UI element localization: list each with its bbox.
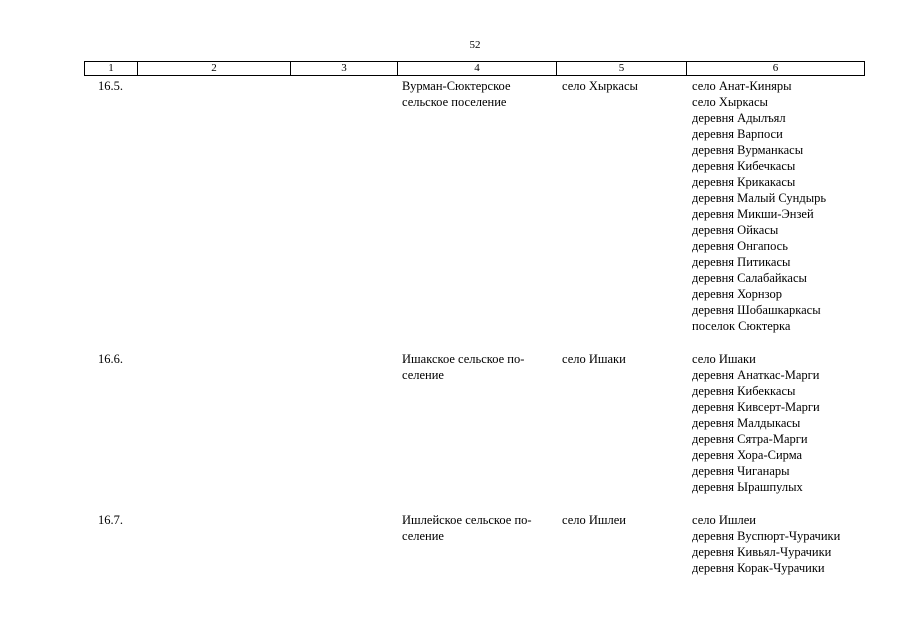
- table-header-row: [84, 61, 865, 76]
- column-header-5: 5: [557, 62, 687, 75]
- settlement-name-line: Ишлейское сельское по-: [402, 513, 532, 527]
- column-header-2: 2: [138, 62, 291, 75]
- record-number: 16.7.: [98, 513, 123, 527]
- list-item: деревня Адылъял: [692, 111, 786, 125]
- settlement-name-line: сельское поселение: [402, 95, 507, 109]
- page-number: 52: [469, 39, 481, 51]
- list-item: село Анат-Киняры: [692, 79, 792, 93]
- column-header-1: 1: [85, 62, 138, 75]
- localities-list: [692, 512, 840, 576]
- record-number: 16.5.: [98, 79, 123, 93]
- settlement-name-line: Ишакское сельское по-: [402, 352, 525, 366]
- list-item: деревня Салабайкасы: [692, 271, 807, 285]
- list-item: деревня Онгапось: [692, 239, 788, 253]
- settlement-name-line: Вурман-Сюктерское: [402, 79, 511, 93]
- list-item: деревня Хорнзор: [692, 287, 782, 301]
- list-item: село Ишлеи: [692, 513, 756, 527]
- list-item: деревня Ойкасы: [692, 223, 779, 237]
- list-item: деревня Вурманкасы: [692, 143, 804, 157]
- administrative-center: село Ишлеи: [562, 513, 626, 527]
- column-header-4: 4: [398, 62, 557, 75]
- administrative-center: село Ишаки: [562, 352, 626, 366]
- settlement-name-line: селение: [402, 368, 444, 382]
- list-item: деревня Кибечкасы: [692, 159, 796, 173]
- list-item: деревня Сятра-Марги: [692, 432, 808, 446]
- list-item: деревня Кивсерт-Марги: [692, 400, 820, 414]
- settlement-name-line: селение: [402, 529, 444, 543]
- settlement-name: [402, 512, 552, 544]
- record-number: 16.6.: [98, 352, 123, 366]
- list-item: село Хыркасы: [692, 95, 768, 109]
- list-item: поселок Сюктерка: [692, 319, 791, 333]
- list-item: деревня Вуспюрт-Чурачики: [692, 529, 841, 543]
- list-item: деревня Микши-Энзей: [692, 207, 814, 221]
- list-item: деревня Крикакасы: [692, 175, 796, 189]
- list-item: деревня Корак-Чурачики: [692, 561, 825, 575]
- list-item: деревня Чиганары: [692, 464, 790, 478]
- settlement-name: [402, 351, 552, 383]
- list-item: деревня Варпоси: [692, 127, 783, 141]
- list-item: село Ишаки: [692, 352, 756, 366]
- list-item: деревня Малдыкасы: [692, 416, 801, 430]
- list-item: деревня Шобашкаркасы: [692, 303, 821, 317]
- list-item: деревня Анаткас-Марги: [692, 368, 820, 382]
- list-item: деревня Кивьял-Чурачики: [692, 545, 832, 559]
- settlement-name: [402, 78, 552, 110]
- localities-list: [692, 78, 826, 334]
- column-header-6: 6: [772, 62, 779, 74]
- localities-list: [692, 351, 820, 495]
- list-item: деревня Малый Сундырь: [692, 191, 827, 205]
- list-item: деревня Хора-Сирма: [692, 448, 803, 462]
- list-item: деревня Питикасы: [692, 255, 791, 269]
- administrative-center: село Хыркасы: [562, 79, 638, 93]
- column-header-3: 3: [291, 62, 398, 75]
- list-item: деревня Кибеккасы: [692, 384, 796, 398]
- list-item: деревня Ырашпулых: [692, 480, 803, 494]
